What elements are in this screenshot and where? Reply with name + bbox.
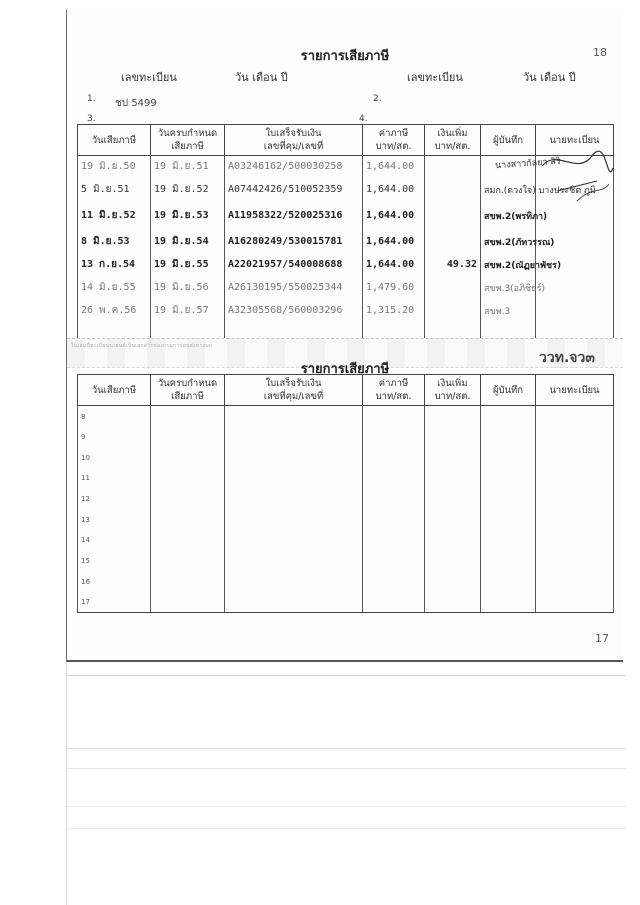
tax-amount-cell: 1,479.60: [363, 276, 425, 300]
empty-cell: [425, 571, 481, 592]
paid-date-cell: 14 มิ.ย.55: [78, 276, 151, 300]
empty-cell: [363, 509, 425, 530]
empty-cell: [425, 447, 481, 468]
empty-cell: [363, 530, 425, 551]
scan-line: [66, 828, 626, 829]
table-row: [78, 426, 614, 447]
due-date-cell: 19 มิ.ย.51: [151, 156, 225, 178]
row-number-cell: [78, 509, 151, 530]
page-title: รายการเสียภาษี: [300, 49, 390, 64]
receipt-cell: A26130195/550025344: [225, 276, 363, 300]
th-extra-amount: เงินเพิ่ม บาท/สต.: [425, 125, 481, 156]
row-number: 8: [81, 412, 86, 421]
due-date-cell: 19 มิ.ย.53: [151, 202, 225, 230]
empty-cell: [536, 530, 614, 551]
th-paid-date-2: วันเสียภาษี: [78, 375, 151, 406]
empty-cell: [536, 426, 614, 447]
table-row: [78, 406, 614, 427]
empty-cell: [536, 406, 614, 427]
row-number-cell: [78, 447, 151, 468]
tax-amount-cell: 1,315.20: [363, 300, 425, 322]
empty-cell: [151, 406, 225, 427]
empty-cell: [536, 447, 614, 468]
empty-cell: [425, 488, 481, 509]
th-receipt: ใบเสร็จรับเงิน เลขที่คุม/เลขที่: [225, 125, 363, 156]
empty-cell: [225, 468, 363, 489]
extra-amount-cell: [425, 178, 481, 202]
th-receipt-2: ใบเสร็จรับเงิน เลขที่คุม/เลขที่: [225, 375, 363, 406]
scan-line: [66, 806, 626, 807]
empty-cell: [536, 468, 614, 489]
extra-amount-cell: [425, 276, 481, 300]
table-row: [78, 592, 614, 613]
empty-cell: [481, 571, 536, 592]
empty-cell: [363, 447, 425, 468]
empty-cell: [481, 550, 536, 571]
empty-cell: [225, 509, 363, 530]
empty-cell: [536, 592, 614, 613]
empty-cell: [225, 447, 363, 468]
due-date-cell: 19 มิ.ย.55: [151, 254, 225, 276]
empty-cell: [151, 550, 225, 571]
row-number-cell: [78, 550, 151, 571]
paid-date-cell: 26 พ.ค.56: [78, 300, 151, 322]
empty-cell: [151, 488, 225, 509]
empty-cell: [425, 550, 481, 571]
empty-cell: [536, 488, 614, 509]
recorder-cell: สขพ.3: [481, 300, 536, 322]
table-row: [78, 468, 614, 489]
registration-page: [66, 10, 623, 662]
empty-cell: [225, 571, 363, 592]
item-1-number: 1.: [87, 94, 96, 104]
empty-cell: [151, 592, 225, 613]
empty-cell: [481, 447, 536, 468]
page-title-2: รายการเสียภาษี: [300, 362, 390, 377]
corner-stamp-number: ววท.จว๓: [539, 350, 595, 366]
empty-cell: [425, 592, 481, 613]
row-number: 14: [81, 536, 90, 545]
header-registration-2: เลขทะเบียน: [407, 71, 463, 84]
empty-cell: [225, 406, 363, 427]
row-number-cell: [78, 571, 151, 592]
paid-date-cell: 19 มิ.ย.50: [78, 156, 151, 178]
recorder-cell: สขพ.3(อภิชิธร์): [481, 276, 536, 300]
paid-date-cell: 8 มิ.ย.53: [78, 230, 151, 254]
th-due-date: วันครบกำหนด เสียภาษี: [151, 125, 225, 156]
row-number: 12: [81, 495, 90, 504]
table-row: [78, 488, 614, 509]
receipt-cell: A16280249/530015781: [225, 230, 363, 254]
empty-cell: [425, 468, 481, 489]
empty-cell: [363, 468, 425, 489]
row-number-cell: [78, 406, 151, 427]
th-recorder-2: ผู้บันทึก: [481, 375, 536, 406]
page-number-top: 18: [593, 46, 607, 59]
row-number-cell: [78, 426, 151, 447]
empty-cell: [481, 592, 536, 613]
row-number-cell: [78, 530, 151, 551]
binding-edge: [66, 662, 67, 905]
empty-cell: [225, 592, 363, 613]
scan-line: [66, 675, 626, 676]
empty-cell: [151, 426, 225, 447]
paid-date-cell: 13 ก.ย.54: [78, 254, 151, 276]
header-registration-1: เลขทะเบียน: [121, 71, 177, 84]
empty-cell: [225, 530, 363, 551]
due-date-cell: 19 มิ.ย.57: [151, 300, 225, 322]
th-registrar-2: นายทะเบียน: [536, 375, 614, 406]
recorder-cell: สขพ.2(พรทิภา): [481, 202, 536, 230]
receipt-cell: A22021957/540008688: [225, 254, 363, 276]
tax-amount-cell: 1,644.00: [363, 178, 425, 202]
empty-cell: [151, 447, 225, 468]
empty-cell: [225, 426, 363, 447]
th-paid-date: วันเสียภาษี: [78, 125, 151, 156]
tax-amount-cell: 1,644.00: [363, 202, 425, 230]
table-row: [78, 202, 614, 230]
th-extra-amount-2: เงินเพิ่ม บาท/สต.: [425, 375, 481, 406]
empty-cell: [363, 592, 425, 613]
empty-cell: [363, 406, 425, 427]
empty-cell: [363, 571, 425, 592]
empty-cell: [481, 488, 536, 509]
extra-amount-cell: 49.32: [425, 254, 481, 276]
empty-cell: [151, 509, 225, 530]
table-row: [78, 300, 614, 322]
tax-table-bottom: [77, 374, 614, 613]
th-due-date-2: วันครบกำหนด เสียภาษี: [151, 375, 225, 406]
scan-line: [66, 768, 626, 769]
empty-cell: [151, 571, 225, 592]
table-row: [78, 276, 614, 300]
receipt-cell: A07442426/510052359: [225, 178, 363, 202]
empty-cell: [151, 468, 225, 489]
receipt-cell: A03246162/500030258: [225, 156, 363, 178]
row-number: 11: [81, 474, 90, 483]
empty-cell: [536, 571, 614, 592]
item-4-number: 4.: [359, 114, 368, 124]
table-row: [78, 550, 614, 571]
recorder-cell: สขพ.2(ภัทวรรณ): [481, 230, 536, 254]
table-row: [78, 530, 614, 551]
table-row: [78, 178, 614, 202]
th-tax-amount: ค่าภาษี บาท/สต.: [363, 125, 425, 156]
empty-cell: [481, 509, 536, 530]
row-number-cell: [78, 468, 151, 489]
th-registrar: นายทะเบียน: [536, 125, 614, 156]
empty-cell: [225, 488, 363, 509]
empty-cell: [481, 530, 536, 551]
signature-scribble: [537, 146, 617, 206]
empty-cell: [481, 468, 536, 489]
registrar-cell: [536, 276, 614, 300]
row-number-cell: [78, 488, 151, 509]
watermark-text: ในเล่มนี้ทะเบียนรถยนต์เป็นเอกสารของกรมการขนส่งทางบก: [71, 343, 213, 349]
row-number: 16: [81, 577, 90, 586]
table-row: [78, 509, 614, 530]
row-number: 15: [81, 557, 90, 566]
scan-line: [66, 748, 626, 749]
extra-amount-cell: [425, 230, 481, 254]
paid-date-cell: 11 มิ.ย.52: [78, 202, 151, 230]
due-date-cell: 19 มิ.ย.52: [151, 178, 225, 202]
row-number: 13: [81, 515, 90, 524]
page-number-bottom: 17: [595, 632, 609, 645]
row-number: 9: [81, 433, 86, 442]
empty-cell: [363, 488, 425, 509]
tax-amount-cell: 1,644.00: [363, 230, 425, 254]
empty-cell: [536, 509, 614, 530]
extra-amount-cell: [425, 156, 481, 178]
item-3-number: 3.: [87, 114, 96, 124]
table-row: [78, 254, 614, 276]
empty-cell: [425, 530, 481, 551]
header-date-2: วัน เดือน ปี: [523, 71, 576, 84]
th-tax-amount-2: ค่าภาษี บาท/สต.: [363, 375, 425, 406]
receipt-cell: A11958322/520025316: [225, 202, 363, 230]
empty-cell: [425, 406, 481, 427]
registrar-cell: [536, 300, 614, 322]
table-row: [78, 230, 614, 254]
empty-cell: [425, 426, 481, 447]
item-1-plate: ชป 5499: [115, 98, 157, 109]
header-date-1: วัน เดือน ปี: [235, 71, 288, 84]
due-date-cell: 19 มิ.ย.56: [151, 276, 225, 300]
empty-cell: [225, 550, 363, 571]
receipt-cell: A32305568/560003296: [225, 300, 363, 322]
due-date-cell: 19 มิ.ย.54: [151, 230, 225, 254]
item-2-number: 2.: [373, 94, 382, 104]
recorder-cell: สมก.(ดวงใจ) บางประชิต ภูมิ: [481, 178, 536, 202]
recorder-cell: สขพ.2(ณัฏยาพัชร): [481, 254, 536, 276]
table-row: [78, 447, 614, 468]
tax-amount-cell: 1,644.00: [363, 254, 425, 276]
empty-cell: [481, 426, 536, 447]
table-row: [78, 571, 614, 592]
row-number: 10: [81, 453, 90, 462]
extra-amount-cell: [425, 300, 481, 322]
empty-cell: [151, 530, 225, 551]
empty-cell: [363, 550, 425, 571]
empty-cell: [363, 426, 425, 447]
empty-cell: [536, 550, 614, 571]
row-number-cell: [78, 592, 151, 613]
row-number: 17: [81, 598, 90, 607]
empty-cell: [425, 509, 481, 530]
tax-amount-cell: 1,644.00: [363, 156, 425, 178]
signature-stamp: นางสาวกัลยา สิริ: [494, 156, 562, 172]
empty-cell: [481, 406, 536, 427]
th-recorder: ผู้บันทึก: [481, 125, 536, 156]
extra-amount-cell: [425, 202, 481, 230]
paid-date-cell: 5 มิ.ย.51: [78, 178, 151, 202]
